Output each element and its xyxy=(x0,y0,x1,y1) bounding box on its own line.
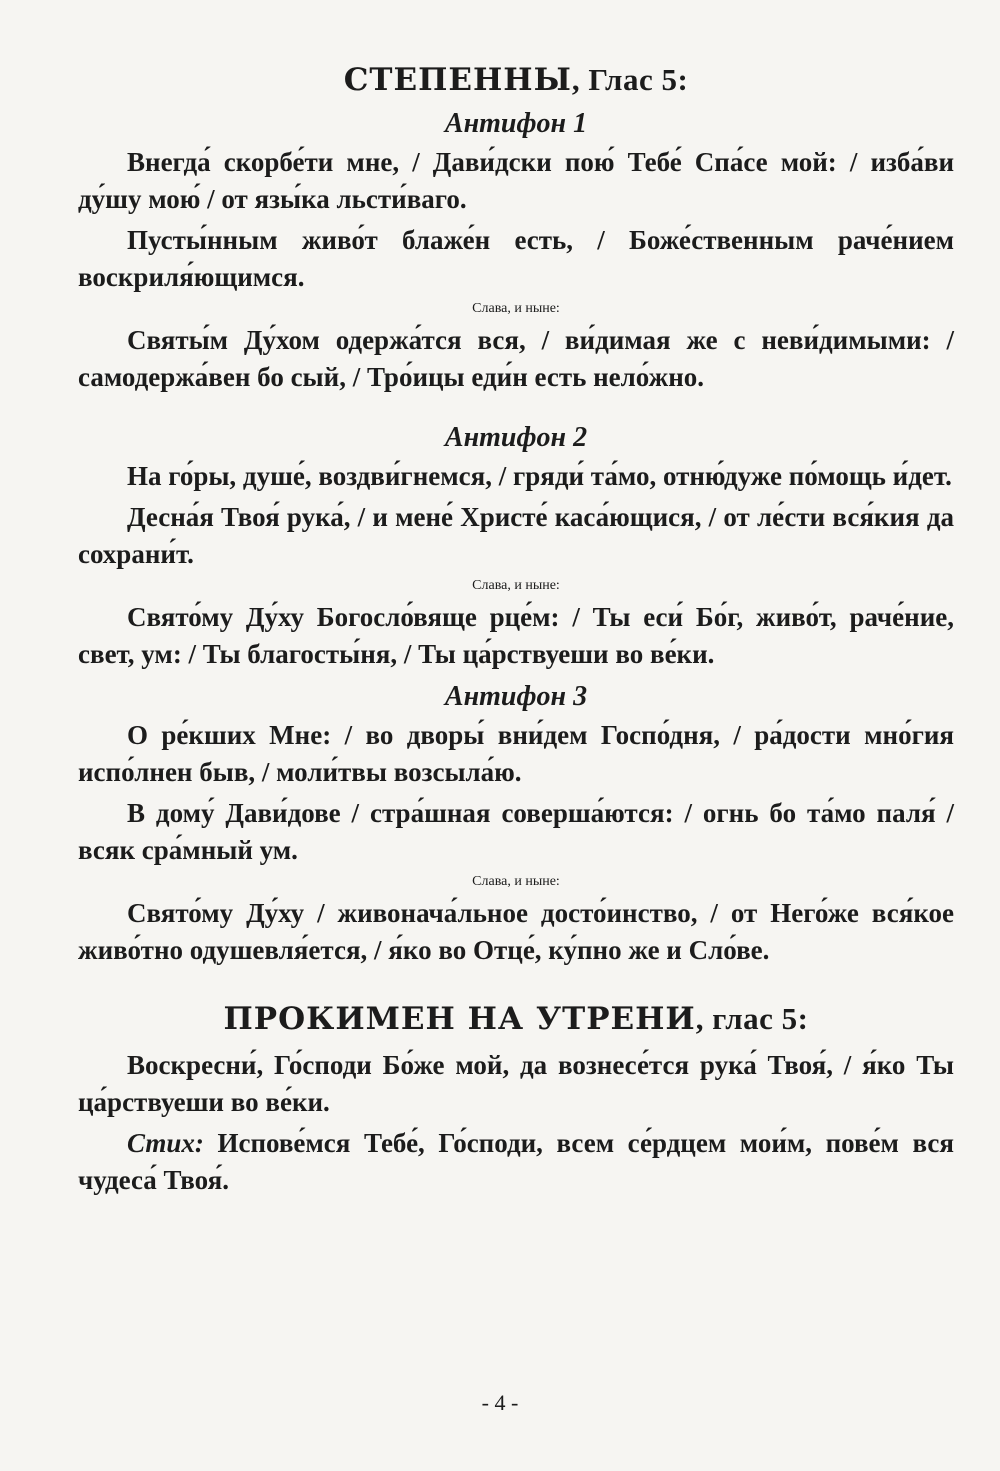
prokimen-stikh xyxy=(78,1125,954,1199)
antiphon-1-slava-label: Слава, и ныне: xyxy=(472,301,560,316)
antiphon-2-slava-label: Слава, и ныне: xyxy=(472,578,560,593)
antiphon-1-slava-verse: Святы́м Ду́хом одержа́тся вся, / ви́димая же с неви́димыми: / самодержа́вен бо сый, / Тро́ицы еди́н есть нело́жно. xyxy=(78,325,954,392)
antiphon-1-verse-1: Внегда́ скорбе́ти мне, / Дави́дски пою́ Тебе́ Спа́се мой: / изба́ви ду́шу мою́ / от язы́ка льсти́ваго. xyxy=(78,147,954,214)
antiphon-3-slava-label: Слава, и ныне: xyxy=(472,874,560,889)
stikh-label: Стих: xyxy=(127,1128,204,1158)
stepenny-subtitle: , Глас 5: xyxy=(571,62,689,97)
antiphon-2-slava-verse: Свято́му Ду́ху Богосло́вяще рце́м: / Ты еси́ Бо́г, живо́т, раче́ние, свет, ум: / Ты благосты́ня, / Ты ца́рствуеши во ве́ки. xyxy=(78,602,954,669)
stepenny-heading xyxy=(78,56,954,104)
prokimen-heading xyxy=(78,995,954,1043)
prokimen-subtitle: , глас 5: xyxy=(695,1001,809,1036)
antiphon-2-verse-2: Десна́я Твоя́ рука́, / и мене́ Христе́ каса́ющися, / от ле́сти вся́кия да сохрани́т. xyxy=(78,502,954,569)
antiphon-3-verse-1: О ре́кших Мне: / во дворы́ вни́дем Госпо́дня, / ра́дости мно́гия испо́лнен быв, / моли́твы возсыла́ю. xyxy=(78,720,954,787)
page-number: - 4 - xyxy=(481,1390,519,1415)
prokimen-title: ПРОКИМЕН НА УТРЕНИ xyxy=(223,1001,696,1037)
antiphon-3-verse-2: В дому́ Дави́дове / стра́шная соверша́ются: / огнь бо та́мо паля́ / всяк сра́мный ум. xyxy=(78,798,954,865)
antiphon-3-slava-verse: Свято́му Ду́ху / живонача́льное досто́инство, / от Него́же вся́кое живо́тно одушевля́ется, / я́ко во Отце́, ку́пно же и Сло́ве. xyxy=(78,898,954,965)
antiphon-2-verse-1: На го́ры, душе́, воздви́гнемся, / гряди́ та́мо, отню́дуже по́мощь и́дет. xyxy=(127,461,952,491)
antiphon-1-verse-2: Пусты́нным живо́т блаже́н есть, / Боже́ственным раче́нием воскриля́ющимся. xyxy=(78,225,954,292)
antiphon-3-title: Антифон 3 xyxy=(444,681,588,712)
stepenny-title: СТЕПЕННЫ xyxy=(343,62,572,98)
antiphon-1-title: Антифон 1 xyxy=(444,108,588,139)
prokimen-verse: Воскресни́, Го́споди Бо́же мой, да вознесе́тся рука́ Твоя́, / я́ко Ты ца́рствуеши во ве́ки. xyxy=(78,1050,954,1117)
stikh-text: Испове́мся Тебе́, Го́споди, всем се́рдцем мои́м, пове́м вся чудеса́ Твоя́. xyxy=(78,1128,954,1195)
page-content xyxy=(78,56,954,1199)
antiphon-2-title: Антифон 2 xyxy=(444,422,588,453)
